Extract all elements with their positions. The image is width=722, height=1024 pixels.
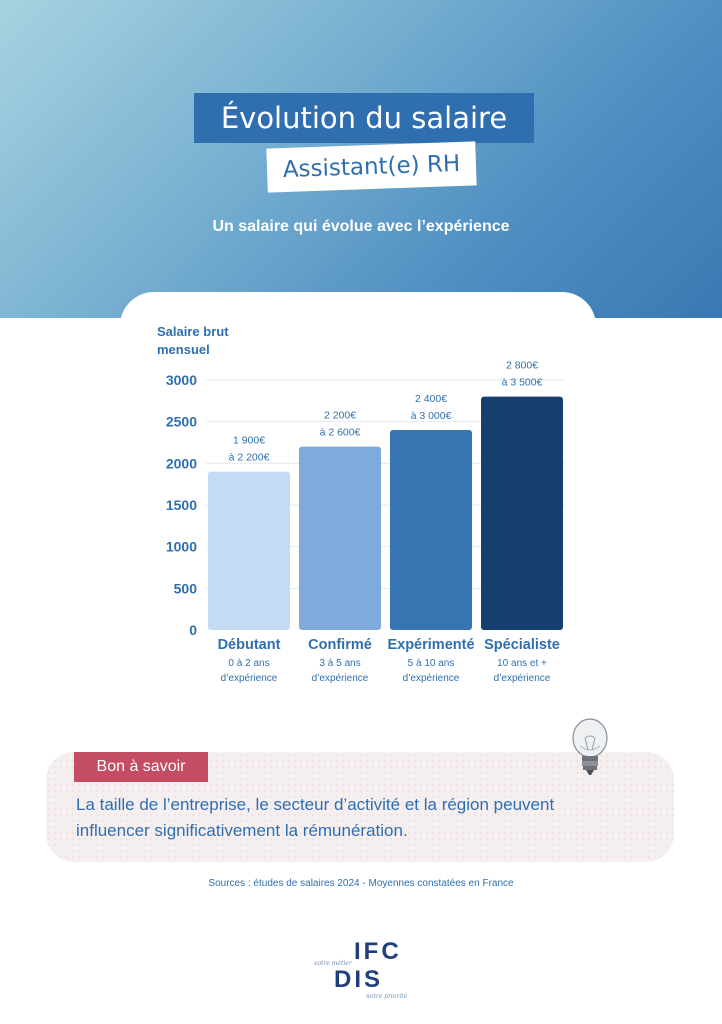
- bar: [299, 447, 381, 630]
- x-category-subtitle: 5 à 10 ans: [407, 658, 455, 669]
- y-tick-label: 1500: [165, 497, 197, 513]
- x-category-subtitle: 3 à 5 ans: [319, 658, 361, 669]
- lightbulb-icon: [566, 716, 614, 778]
- bar-value-label: à 2 200€: [228, 451, 270, 464]
- page-title: Évolution du salaire: [194, 93, 534, 143]
- x-category-label: Confirmé: [308, 637, 372, 653]
- bar-value-label: 1 900€: [232, 434, 266, 447]
- x-category-subtitle: d’expérience: [311, 673, 369, 684]
- y-tick-label: 1000: [165, 538, 197, 555]
- sources-note: Sources : études de salaires 2024 - Moyennes constatées en France: [208, 878, 514, 889]
- logo-dis: DIS: [334, 966, 384, 993]
- bar-value-label: 2 800€: [505, 359, 539, 372]
- bar: [208, 472, 290, 630]
- y-axis-label-line1: Salaire brut: [157, 324, 229, 339]
- bar-value-label: à 2 600€: [319, 426, 361, 439]
- x-category-label: Expérimenté: [387, 637, 475, 653]
- x-category-subtitle: d’expérience: [220, 673, 278, 684]
- y-axis-label-line2: mensuel: [157, 342, 210, 357]
- y-tick-label: 0: [189, 622, 197, 638]
- x-category-label: Spécialiste: [484, 637, 560, 653]
- tip-text-line2: influencer significativement la rémunération.: [76, 821, 408, 840]
- bar-value-label: 2 200€: [323, 409, 357, 422]
- logo-tagline-1: votre métier: [314, 960, 352, 967]
- x-category-subtitle: d’expérience: [402, 673, 460, 684]
- x-category-subtitle: 10 ans et +: [497, 658, 547, 669]
- bar-value-label: à 3 000€: [410, 410, 452, 422]
- bar-value-label: à 3 500€: [501, 376, 543, 389]
- logo-tagline-2: notre priorité: [366, 993, 408, 1000]
- y-tick-label: 500: [173, 580, 197, 597]
- bar-value-label: 2 400€: [414, 393, 448, 405]
- tip-text: [76, 792, 656, 844]
- tip-label: Bon à savoir: [74, 752, 208, 782]
- logo-ifc: IFC: [354, 938, 402, 965]
- x-category-label: Débutant: [217, 637, 281, 653]
- ifcdis-logo: [312, 938, 412, 1004]
- bar: [481, 397, 563, 630]
- bar: [390, 430, 472, 630]
- y-tick-label: 2000: [165, 455, 197, 472]
- tip-text-line1: La taille de l’entreprise, le secteur d’activité et la région peuvent: [76, 795, 555, 814]
- x-category-subtitle: 0 à 2 ans: [228, 658, 270, 669]
- tagline: Un salaire qui évolue avec l’expérience: [212, 218, 510, 235]
- y-tick-label: 3000: [165, 372, 197, 388]
- x-category-subtitle: d’expérience: [493, 673, 551, 684]
- y-tick-label: 2500: [165, 413, 197, 430]
- page-subtitle: Assistant(e) RH: [266, 141, 476, 192]
